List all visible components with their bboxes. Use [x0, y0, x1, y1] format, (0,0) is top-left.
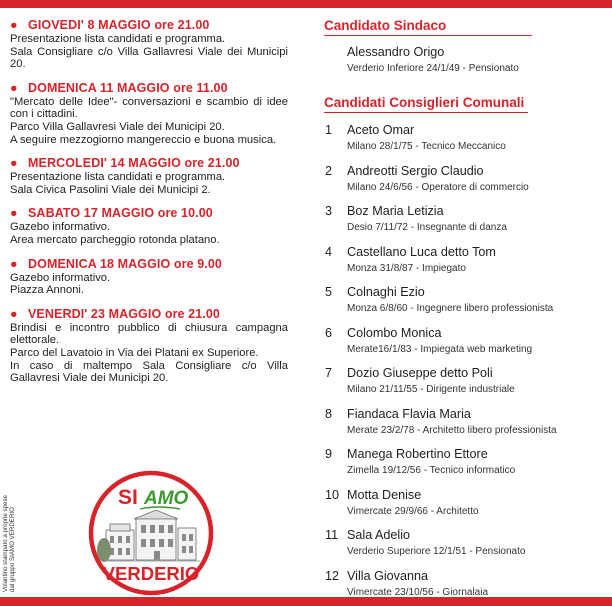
event-heading: ● VENERDI' 23 MAGGIO ore 21.00: [10, 306, 220, 321]
event-line: Parco del Lavatoio in Via dei Platani ex Superiore.: [10, 346, 259, 359]
candidate-name: Motta Denise: [347, 487, 422, 502]
event-description: [10, 33, 288, 71]
event-heading: ● MERCOLEDI' 14 MAGGIO ore 21.00: [10, 156, 240, 171]
event-item: [10, 18, 288, 71]
mayor-name: Alessandro Origo: [347, 45, 445, 59]
bullet-icon: ●: [10, 18, 18, 32]
event-heading: ● DOMENICA 11 MAGGIO ore 11.00: [10, 80, 228, 95]
candidate-number: 3: [325, 204, 333, 218]
candidate-name: Fiandaca Flavia Maria: [347, 406, 471, 421]
candidate-name: Andreotti Sergio Claudio: [347, 163, 484, 178]
candidate-name: Colnaghi Ezio: [347, 285, 425, 299]
siamo-verderio-logo: [88, 470, 214, 596]
candidate-name: Manega Robertino Ettore: [347, 447, 488, 461]
event-heading: ● SABATO 17 MAGGIO ore 10.00: [10, 206, 213, 221]
candidate-info: Merate16/1/83 - Impiegata web marketing: [347, 343, 533, 355]
candidate-name: Boz Maria Letizia: [347, 204, 444, 218]
bottom-red-bar: [0, 597, 612, 606]
event-line: In caso di maltempo Sala Consigliare c/o Villa Gallavresi Viale dei Municipi 20.: [10, 359, 288, 385]
event-description: [10, 322, 288, 385]
event-line: A seguire mezzogiorno mangereccio e buona musica.: [10, 133, 277, 146]
list-item: [324, 203, 608, 244]
candidates-column: [324, 17, 608, 606]
candidate-info: Milano 28/1/75 - Tecnico Meccanico: [347, 141, 506, 152]
candidate-number: 4: [325, 244, 333, 259]
event-heading: ● GIOVEDI' 8 MAGGIO ore 21.00: [10, 18, 210, 32]
candidate-number: 8: [325, 406, 333, 421]
council-candidate-list: [324, 122, 608, 606]
logo-text-amo: AMO: [144, 488, 189, 509]
event-line: Gazebo informativo.: [10, 221, 111, 234]
candidate-name: Colombo Monica: [347, 325, 442, 340]
bullet-icon: ●: [10, 206, 18, 221]
top-red-bar: [0, 0, 612, 8]
event-line: Sala Civica Pasolini Viale dei Municipi 2.: [10, 183, 211, 196]
bullet-icon: ●: [10, 156, 18, 171]
candidate-number: 11: [325, 528, 339, 542]
event-line: Area mercato parcheggio rotonda platano.: [10, 233, 220, 246]
logo-text-si: SI: [118, 486, 138, 509]
list-item: [324, 122, 608, 163]
council-section-title: Candidati Consiglieri Comunali: [324, 94, 528, 113]
event-item: [10, 206, 288, 246]
candidate-name: Sala Adelio: [347, 528, 411, 542]
event-line: Presentazione lista candidati e programma.: [10, 171, 226, 184]
candidate-name: Aceto Omar: [347, 123, 415, 137]
candidate-info: Zimella 19/12/56 - Tecnico informatico: [347, 465, 516, 476]
logo-emblem-icon: [88, 470, 214, 596]
list-item: [324, 365, 608, 406]
bullet-icon: ●: [10, 306, 18, 321]
candidate-info: Vimercate 23/10/56 - Giornalaia: [347, 586, 489, 598]
event-line: Gazebo informativo.: [10, 271, 111, 284]
bullet-icon: ●: [10, 80, 18, 95]
candidate-number: 5: [325, 285, 333, 299]
candidate-info: Vimercate 29/9/66 - Architetto: [347, 505, 479, 517]
bullet-icon: ●: [10, 256, 18, 271]
candidate-number: 2: [325, 163, 333, 178]
event-heading: ● DOMENICA 18 MAGGIO ore 9.00: [10, 256, 222, 271]
list-item: [324, 163, 608, 204]
candidate-info: Desio 7/11/72 - Insegnante di danza: [347, 222, 507, 233]
event-item: [10, 307, 288, 385]
list-item: [324, 244, 608, 285]
candidate-info: Merate 23/2/78 - Architetto libero professionista: [347, 424, 557, 436]
event-description: [10, 171, 288, 196]
list-item: [324, 446, 608, 487]
event-item: [10, 156, 288, 196]
candidate-info: Monza 6/8/60 - Ingegnere libero professionista: [347, 303, 554, 314]
candidate-name: Villa Giovanna: [347, 568, 428, 583]
candidate-info: Verderio Superiore 12/1/51 - Pensionato: [347, 546, 526, 557]
event-item: [10, 81, 288, 146]
candidate-info: Milano 24/6/56 - Operatore di commercio: [347, 181, 529, 193]
list-item: [324, 406, 608, 447]
candidate-name: Castellano Luca detto Tom: [347, 244, 496, 259]
candidate-number: 6: [325, 325, 333, 340]
candidate-number: 1: [325, 123, 333, 137]
event-line: Sala Consigliare c/o Villa Gallavresi Viale dei Municipi 20.: [10, 45, 288, 71]
event-line: Presentazione lista candidati e programma.: [10, 33, 226, 45]
events-column: [10, 18, 288, 395]
event-item: [10, 257, 288, 297]
event-description: [10, 221, 288, 246]
event-description: [10, 96, 288, 146]
event-line: "Mercato delle Idee"- conversazioni e scambio di idee con i cittadini.: [10, 95, 288, 121]
mayor-section-title: Candidato Sindaco: [324, 17, 532, 36]
candidate-name: Dozio Giuseppe detto Poli: [347, 366, 493, 380]
list-item: [324, 527, 608, 568]
list-item: [324, 284, 608, 325]
candidate-number: 12: [325, 568, 340, 583]
mayor-candidate: [347, 44, 608, 94]
candidate-info: Milano 21/11/55 - Dirigente industriale: [347, 384, 515, 395]
mayor-info: Verderio Inferiore 24/1/49 - Pensionato: [347, 63, 519, 74]
candidate-number: 10: [325, 487, 340, 502]
list-item: [324, 325, 608, 366]
event-line: Brindisi e incontro pubblico di chiusura campagna elettorale.: [10, 321, 288, 347]
event-description: [10, 272, 288, 297]
logo-text-verderio: VERDERIO: [102, 563, 200, 584]
candidate-info: Monza 31/8/87 - Impiegato: [347, 262, 466, 274]
candidate-number: 7: [325, 366, 333, 380]
event-line: Parco Villa Gallavresi Viale dei Municipi 20.: [10, 120, 225, 133]
list-item: [324, 487, 608, 528]
candidate-number: 9: [325, 447, 333, 461]
event-line: Piazza Annoni.: [10, 284, 85, 297]
print-credit-note: Volantino stampato a proprie spese dal gruppo SIAMO VERDERIO: [2, 495, 17, 592]
